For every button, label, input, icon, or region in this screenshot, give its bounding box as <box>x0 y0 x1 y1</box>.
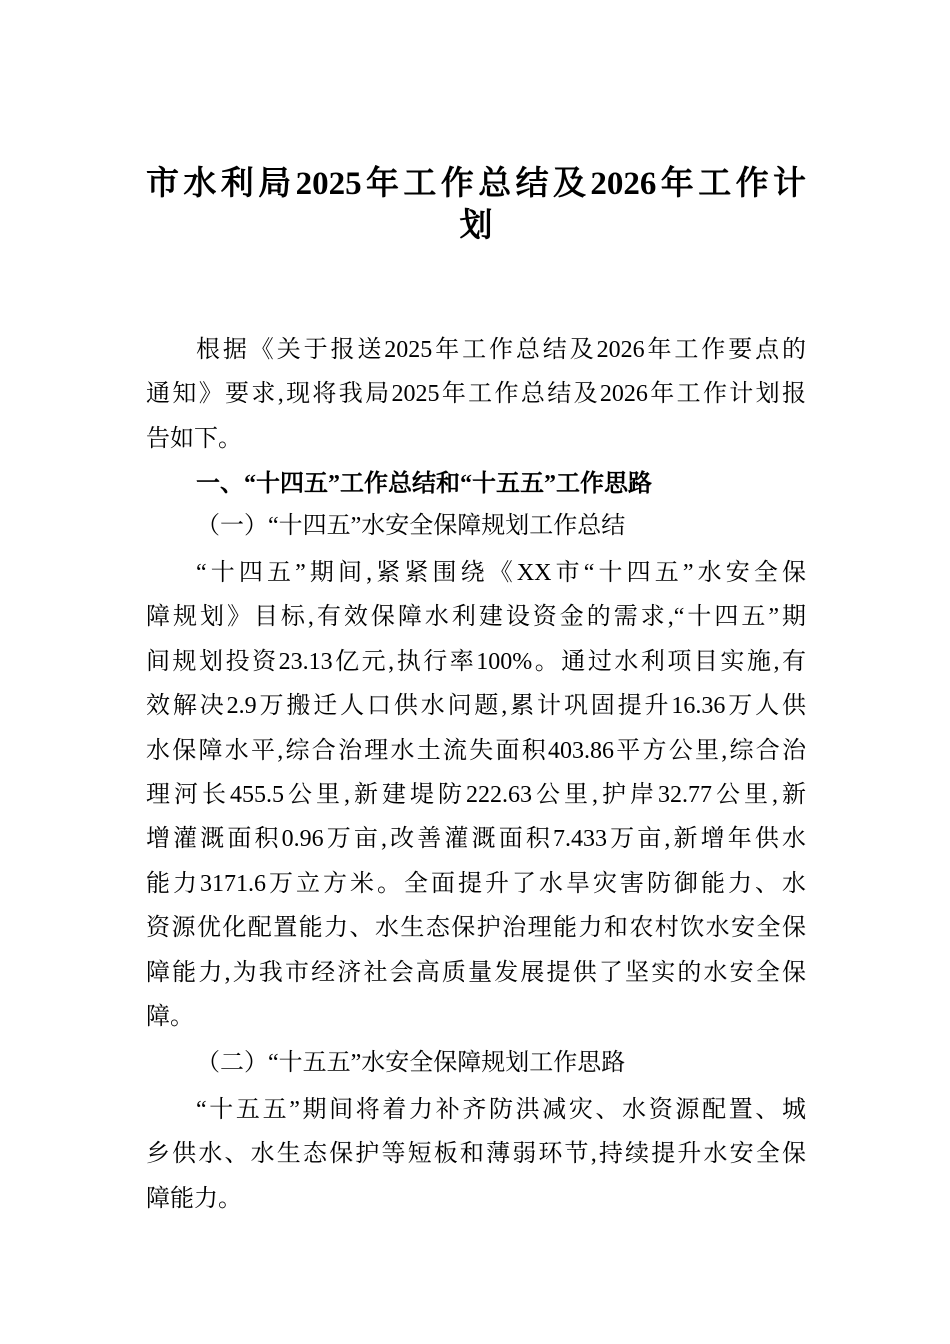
subsection-heading-1 <box>146 504 806 548</box>
heading-text: （一）“十四五”水安全保障规划工作总结 <box>196 513 626 539</box>
text-line: 能力3171.6万立方米。全面提升了水旱灾害防御能力、水 <box>146 870 806 897</box>
text-line: “十四五”期间,紧紧围绕《XX市“十四五”水安全保 <box>196 560 806 586</box>
text-line: 乡供水、水生态保护等短板和薄弱环节,持续提升水安全保 <box>146 1141 806 1168</box>
subsection-1-paragraph <box>146 551 806 1039</box>
section-heading-1 <box>146 462 806 506</box>
subsection-heading-2 <box>146 1041 806 1085</box>
heading-text: （二）“十五五”水安全保障规划工作思路 <box>196 1050 626 1076</box>
heading-text: 一、“十四五”工作总结和“十五五”工作思路 <box>196 471 652 497</box>
text-line: 资源优化配置能力、水生态保护治理能力和农村饮水安全保 <box>146 915 806 942</box>
title-line-2: 划 <box>459 208 493 244</box>
text-line: 告如下。 <box>146 425 242 452</box>
subsection-2-paragraph <box>146 1088 806 1221</box>
text-line: 理河长455.5公里,新建堤防222.63公里,护岸32.77公里,新 <box>146 781 806 808</box>
text-line: 水保障水平,综合治理水土流失面积403.86平方公里,综合治 <box>146 737 806 764</box>
intro-paragraph <box>146 328 806 461</box>
text-line: 障能力。 <box>146 1185 242 1212</box>
text-line: 障规划》目标,有效保障水利建设资金的需求,“十四五”期 <box>146 604 806 631</box>
text-line: 间规划投资23.13亿元,执行率100%。通过水利项目实施,有 <box>146 648 806 675</box>
title-line-1: 市水利局2025年工作总结及2026年工作计 <box>146 166 806 202</box>
text-line: 障能力,为我市经济社会高质量发展提供了坚实的水安全保 <box>146 959 806 986</box>
text-line: 通知》要求,现将我局2025年工作总结及2026年工作计划报 <box>146 381 806 408</box>
text-line: 障。 <box>146 1003 194 1030</box>
text-line: 根据《关于报送2025年工作总结及2026年工作要点的 <box>196 337 806 363</box>
text-line: 增灌溉面积0.96万亩,改善灌溉面积7.433万亩,新增年供水 <box>146 826 806 853</box>
text-line: “十五五”期间将着力补齐防洪减灾、水资源配置、城 <box>196 1097 806 1123</box>
text-line: 效解决2.9万搬迁人口供水问题,累计巩固提升16.36万人供 <box>146 693 806 720</box>
